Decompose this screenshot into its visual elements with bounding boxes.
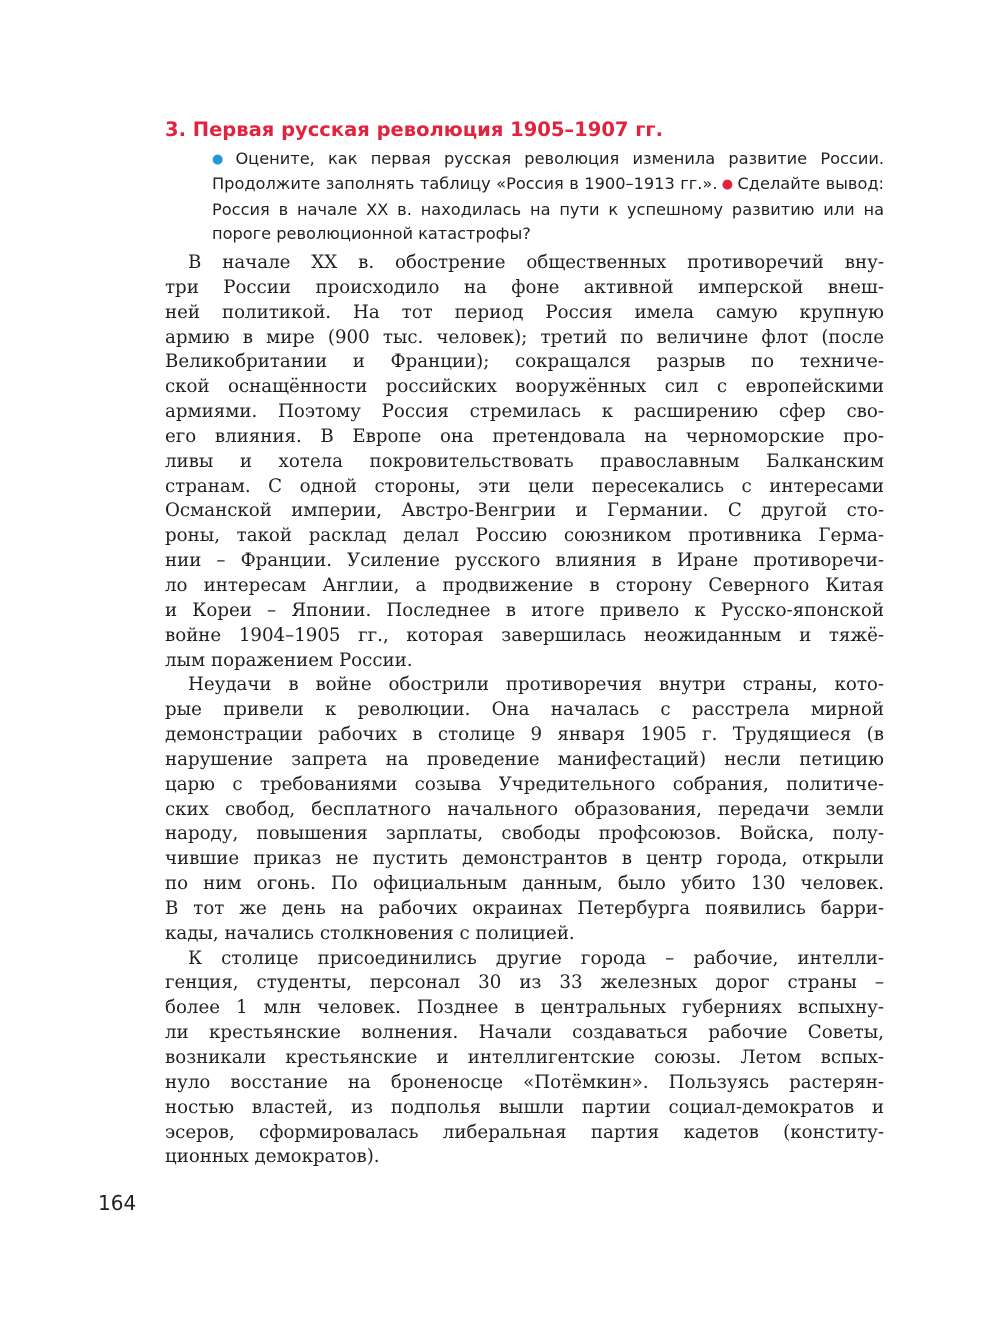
section-title: 3. Первая русская революция 1905–1907 гг. bbox=[165, 118, 664, 141]
paragraph-3-line: возникали крестьянские и интеллигентские союзы. Летом вспых- bbox=[165, 1047, 884, 1068]
paragraph-3-line: более 1 млн человек. Позднее в центральных губерниях вспыхну- bbox=[165, 997, 884, 1019]
paragraph-1-line: ней политикой. На тот период Россия имела самую крупную bbox=[165, 301, 884, 323]
paragraph-2-line: рые привели к революции. Она началась с расстрела мирной bbox=[165, 699, 884, 721]
paragraph-1-line: Османской империи, Австро-Венгрии и Германии. С другой сто- bbox=[165, 500, 884, 522]
paragraph-1-line: странам. С одной стороны, эти цели пересекались с интересами bbox=[165, 475, 884, 497]
paragraph-2-line: по ним огонь. По официальным данным, было убито 130 человек. bbox=[165, 873, 884, 895]
paragraph-3-line: ли крестьянские волнения. Начали создаваться рабочие Советы, bbox=[165, 1022, 884, 1044]
paragraph-1-line: войне 1904–1905 гг., которая завершилась неожиданным и тяжё- bbox=[165, 624, 884, 646]
body-text bbox=[165, 251, 884, 1170]
paragraph-1-line: нии – Франции. Усиление русского влияния в Иране противоречи- bbox=[165, 550, 884, 572]
paragraph-1-line: роны, такой расклад делал Россию союзником противника Герма- bbox=[165, 525, 884, 547]
paragraph-1-line: лым поражением России. bbox=[165, 649, 413, 671]
task-block bbox=[212, 147, 884, 246]
paragraph-1-line: и Кореи – Японии. Последнее в итоге привело к Русско-японской bbox=[165, 599, 884, 621]
paragraph-2-line: народу, повышения зарплаты, свободы профсоюзов. Войска, полу- bbox=[165, 823, 884, 845]
task-text-1: Оцените, как первая русская революция изменила развитие России. Продолжите заполнять таблицу «Россия в 1900–1913 гг.». bbox=[212, 149, 884, 194]
paragraph-2-line: чившие приказ не пустить демонстрантов в центр города, открыли bbox=[165, 848, 884, 870]
paragraph-1-line: его влияния. В Европе она претендовала на черноморские про- bbox=[165, 425, 884, 447]
paragraph-2-line: ских свобод, бесплатного начального образования, передачи земли bbox=[165, 798, 884, 820]
paragraph-1-line: ливы и хотела покровительствовать православным Балканским bbox=[165, 450, 884, 472]
bullet-blue-icon: ● bbox=[212, 152, 232, 167]
paragraph-2-line: царю с требованиями созыва Учредительного собрания, политиче- bbox=[165, 773, 884, 795]
task-text-2: Сделайте вывод: Россия в начале XX в. находилась на пути к успешному развитию или на пороге революционной катастрофы? bbox=[212, 174, 885, 243]
paragraph-3-line: ционных демократов). bbox=[165, 1146, 380, 1168]
paragraph-1-line: армиями. Поэтому Россия стремилась к расширению сфер сво- bbox=[165, 401, 884, 423]
paragraph-2-line: нарушение запрета на проведение манифестаций) несли петицию bbox=[165, 748, 884, 770]
paragraph-1-line: Великобритании и Франции); сокращался разрыв по техниче- bbox=[165, 351, 884, 373]
paragraph-3-line: ностью властей, из подполья вышли партии социал-демократов и bbox=[165, 1096, 884, 1118]
paragraph-2-line: Неудачи в войне обострили противоречия внутри страны, кото- bbox=[188, 674, 884, 696]
paragraph-3-line: нуло восстание на броненосце «Потёмкин». Пользуясь растерян- bbox=[165, 1071, 884, 1093]
paragraph-3-line: К столице присоединились другие города – рабочие, интелли- bbox=[188, 947, 884, 969]
paragraph-2-line: кады, начались столкновения с полицией. bbox=[165, 922, 575, 944]
bullet-red-icon: ● bbox=[721, 177, 734, 193]
paragraph-1-line: ло интересам Англии, а продвижение в сторону Северного Китая bbox=[165, 574, 884, 596]
paragraph-2-line: демонстрации рабочих в столице 9 января 1905 г. Трудящиеся (в bbox=[165, 724, 884, 746]
page-number: 164 bbox=[98, 1191, 137, 1215]
paragraph-2-line: В тот же день на рабочих окраинах Петербурга появились барри- bbox=[165, 897, 884, 919]
paragraph-1-line: ской оснащённости российских вооружённых сил с европейскими bbox=[165, 376, 884, 398]
paragraph-1-line: армию в мире (900 тыс. человек); третий по величине флот (после bbox=[165, 326, 884, 348]
paragraph-3-line: эсеров, сформировалась либеральная партия кадетов (конститу- bbox=[165, 1121, 884, 1143]
paragraph-1-line: три России происходило на фоне активной имперской внеш- bbox=[165, 276, 884, 298]
paragraph-1-line: В начале XX в. обострение общественных противоречий вну- bbox=[188, 252, 884, 273]
paragraph-3-line: генция, студенты, персонал 30 из 33 железных дорог страны – bbox=[165, 972, 884, 994]
